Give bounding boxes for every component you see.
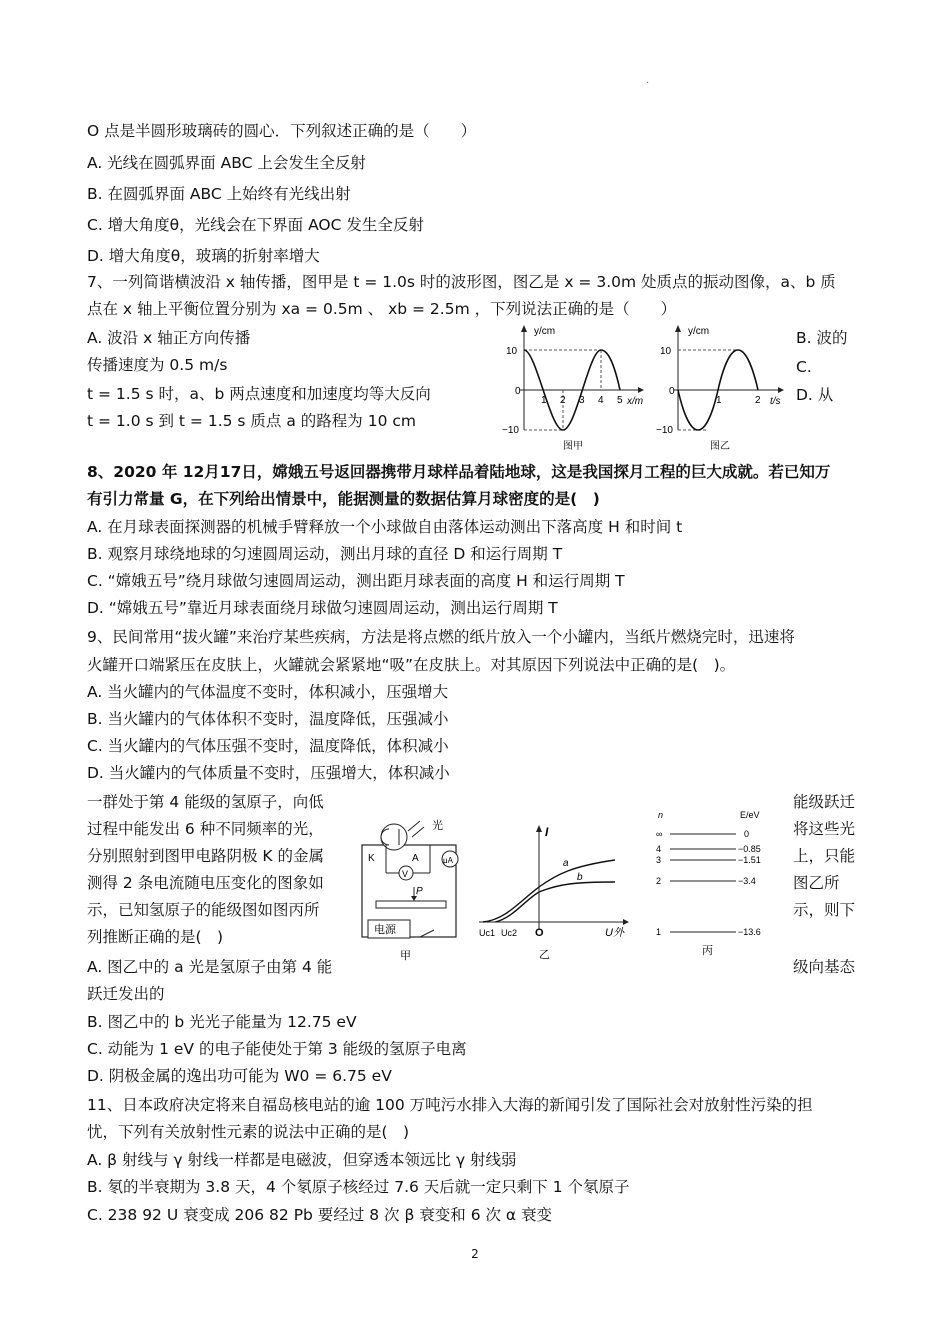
power-source-label: 电源 <box>374 924 396 936</box>
q8-option-c: C. “嫦娥五号”绕月球做匀速圆周运动，测出距月球表面的高度 H 和运行周期 T <box>87 572 625 590</box>
level-4-n: 4 <box>656 844 662 854</box>
q11-option-b: B. 氡的半衰期为 3.8 天，4 个氡原子核经过 7.6 天后就一定只剩下 1 个氡原子 <box>87 1178 630 1196</box>
jia-ytick-neg10: −10 <box>502 425 519 436</box>
graph-xlabel: U外 <box>605 927 624 939</box>
yi-ytick-10: 10 <box>660 346 672 357</box>
yi-xtick-1: 1 <box>716 395 722 406</box>
q11-option-c: C. 238 92 U 衰变成 206 82 Pb 要经过 8 次 β 衰变和 6 次 α 衰变 <box>87 1206 553 1224</box>
q8-option-a: A. 在月球表面探测器的机械手臂释放一个小球做自由落体运动测出下落高度 H 和时间 t <box>87 518 683 536</box>
jia-xtick-5: 5 <box>617 395 623 406</box>
q10-stem-r5: 示，则下 <box>793 901 856 919</box>
microammeter-label: μA <box>443 856 453 865</box>
levels-e-header: E/eV <box>740 810 760 820</box>
jia-ytick-10: 10 <box>506 346 518 357</box>
q7-stem-line1: 7、一列简谐横波沿 x 轴传播，图甲是 t = 1.0s 时的波形图，图乙是 x = 3.0m 处质点的振动图像，a、b 质 <box>87 273 836 291</box>
level-3-e: −1.51 <box>738 855 761 865</box>
level-1-n: 1 <box>656 927 662 937</box>
q10-stem-l5: 示，已知氢原子的能级图如图丙所 <box>87 901 320 919</box>
level-2-n: 2 <box>656 876 662 886</box>
jia-caption: 图甲 <box>563 441 583 452</box>
yi-ylabel: y/cm <box>688 326 710 337</box>
graph-caption: 乙 <box>539 949 550 961</box>
q9-option-b: B. 当火罐内的气体体积不变时，温度降低，压强减小 <box>87 710 449 728</box>
circuit-diagram-jia <box>350 815 470 965</box>
yi-ytick-neg10: −10 <box>656 425 673 436</box>
q6-option-c: C. 增大角度θ，光线会在下界面 AOC 发生全反射 <box>87 216 424 234</box>
jia-xtick-3: 3 <box>579 395 585 406</box>
q11-stem-line1: 11、日本政府决定将来自福岛核电站的逾 100 万吨污水排入大海的新闻引发了国际社会对放射性污染的担 <box>87 1096 813 1114</box>
graph-origin: O <box>535 927 544 939</box>
q10-stem-l2: 过程中能发出 6 种不同频率的光， <box>87 820 324 838</box>
q10-stem-l3: 分别照射到图甲电路阴极 K 的金属 <box>87 847 325 865</box>
q10-stem-l4: 测得 2 条电流随电压变化的图象如 <box>87 874 324 892</box>
level-inf-n: ∞ <box>656 829 663 839</box>
voltmeter-label: V <box>402 869 409 879</box>
yi-xtick-2: 2 <box>755 395 761 406</box>
q10-option-d: D. 阴极金属的逸出功可能为 W0 = 6.75 eV <box>87 1067 392 1085</box>
q10-stem-l1: 一群处于第 4 能级的氢原子，向低 <box>87 793 324 811</box>
jia-xtick-4: 4 <box>598 395 604 406</box>
q7-option-d-fragment: D. 从 <box>796 386 834 404</box>
q10-stem-r1: 能级跃迁 <box>793 793 856 811</box>
yi-xlabel: t/s <box>770 396 781 407</box>
q8-stem-line2: 有引力常量 G，在下列给出情景中，能据测量的数据估算月球密度的是( ) <box>87 490 600 508</box>
q10-stem-r2: 将这些光 <box>793 820 856 838</box>
vibration-graph-yi <box>650 322 790 452</box>
jia-xtick-2: 2 <box>560 395 566 406</box>
q7-option-a: A. 波沿 x 轴正方向传播 <box>87 329 251 347</box>
q10-stem-r3: 上，只能 <box>793 847 856 865</box>
q7-option-c-fragment: C. <box>796 358 812 376</box>
page-number: 2 <box>471 1247 479 1261</box>
q11-option-a: A. β 射线与 γ 射线一样都是电磁波，但穿透本领远比 γ 射线弱 <box>87 1151 517 1169</box>
q10-stem-l6: 列推断正确的是( ) <box>87 928 224 946</box>
yi-ytick-0: 0 <box>669 386 675 397</box>
q9-stem-line2: 火罐开口端紧压在皮肤上，火罐就会紧紧地“吸”在皮肤上。对其原因下列说法中正确的是( )。 <box>87 656 736 674</box>
wave-graph-jia <box>498 322 648 452</box>
levels-n-header: n <box>658 810 664 820</box>
q10-option-a-right: 级向基态 <box>793 958 856 976</box>
q8-option-b: B. 观察月球绕地球的匀速圆周运动，测出月球的直径 D 和运行周期 T <box>87 545 563 563</box>
q6-option-a: A. 光线在圆弧界面 ABC 上会发生全反射 <box>87 154 366 172</box>
slider-label: P <box>416 886 423 897</box>
levels-caption: 丙 <box>702 945 713 956</box>
level-inf-e: 0 <box>744 829 750 839</box>
q10-option-a-line2: 跃迁发出的 <box>87 985 165 1003</box>
anode-label: A <box>412 853 419 864</box>
q8-stem-line1: 8、2020 年 12月17日，嫦娥五号返回器携带月球样品着陆地球，这是我国探月工程的巨大成就。若已知万 <box>87 463 831 481</box>
q7-option-a-line4: t = 1.0 s 到 t = 1.5 s 质点 a 的路程为 10 cm <box>87 412 416 430</box>
q6-option-b: B. 在圆弧界面 ABC 上始终有光线出射 <box>87 185 351 203</box>
current-voltage-graph-yi <box>475 822 635 962</box>
graph-uc2: Uc2 <box>501 928 518 938</box>
q6-option-d: D. 增大角度θ，玻璃的折射率增大 <box>87 247 320 265</box>
level-4-e: −0.85 <box>738 844 761 854</box>
jia-xlabel: x/m <box>627 396 644 407</box>
q7-stem-line2: 点在 x 轴上平衡位置分别为 xa = 0.5m 、 xb = 2.5m ，下列说法正确的是（ ） <box>87 300 677 318</box>
q9-option-d: D. 当火罐内的气体质量不变时，压强增大，体积减小 <box>87 764 450 782</box>
q10-stem-r4: 图乙所 <box>793 874 840 892</box>
q6-stem: O 点是半圆形玻璃砖的圆心．下列叙述正确的是（ ） <box>87 122 477 140</box>
q10-option-c: C. 动能为 1 eV 的电子能使处于第 3 能级的氢原子电离 <box>87 1040 467 1058</box>
corner-mark: · <box>646 78 650 89</box>
q7-option-b-fragment: B. 波的 <box>796 329 848 347</box>
level-2-e: −3.4 <box>738 876 756 886</box>
graph-ylabel: I <box>545 825 549 839</box>
q7-option-a-line2: 传播速度为 0.5 m/s <box>87 356 228 374</box>
light-label: 光 <box>432 820 443 832</box>
circuit-caption: 甲 <box>400 950 411 962</box>
jia-xtick-1: 1 <box>541 395 547 406</box>
level-1-e: −13.6 <box>738 927 761 937</box>
energy-level-diagram-bing <box>650 806 785 956</box>
graph-uc1: Uc1 <box>479 928 496 938</box>
curve-b-label: b <box>577 872 583 883</box>
level-3-n: 3 <box>656 855 662 865</box>
q9-stem-line1: 9、民间常用“拔火罐”来治疗某些疾病，方法是将点燃的纸片放入一个小罐内，当纸片燃烧完时，迅速将 <box>87 628 795 646</box>
curve-a-label: a <box>563 858 569 869</box>
q11-stem-line2: 忧，下列有关放射性元素的说法中正确的是( ) <box>87 1123 410 1141</box>
q8-option-d: D. “嫦娥五号”靠近月球表面绕月球做匀速圆周运动，测出运行周期 T <box>87 599 558 617</box>
cathode-label: K <box>368 853 375 864</box>
q9-option-a: A. 当火罐内的气体温度不变时，体积减小，压强增大 <box>87 683 449 701</box>
q9-option-c: C. 当火罐内的气体压强不变时，温度降低，体积减小 <box>87 737 449 755</box>
q10-option-a: A. 图乙中的 a 光是氢原子由第 4 能 <box>87 958 333 976</box>
jia-ylabel: y/cm <box>534 326 556 337</box>
q7-option-a-line3: t = 1.5 s 时，a、b 两点速度和加速度均等大反向 <box>87 385 431 403</box>
yi-caption: 图乙 <box>710 441 730 452</box>
jia-ytick-0: 0 <box>515 386 521 397</box>
q10-option-b: B. 图乙中的 b 光光子能量为 12.75 eV <box>87 1013 357 1031</box>
